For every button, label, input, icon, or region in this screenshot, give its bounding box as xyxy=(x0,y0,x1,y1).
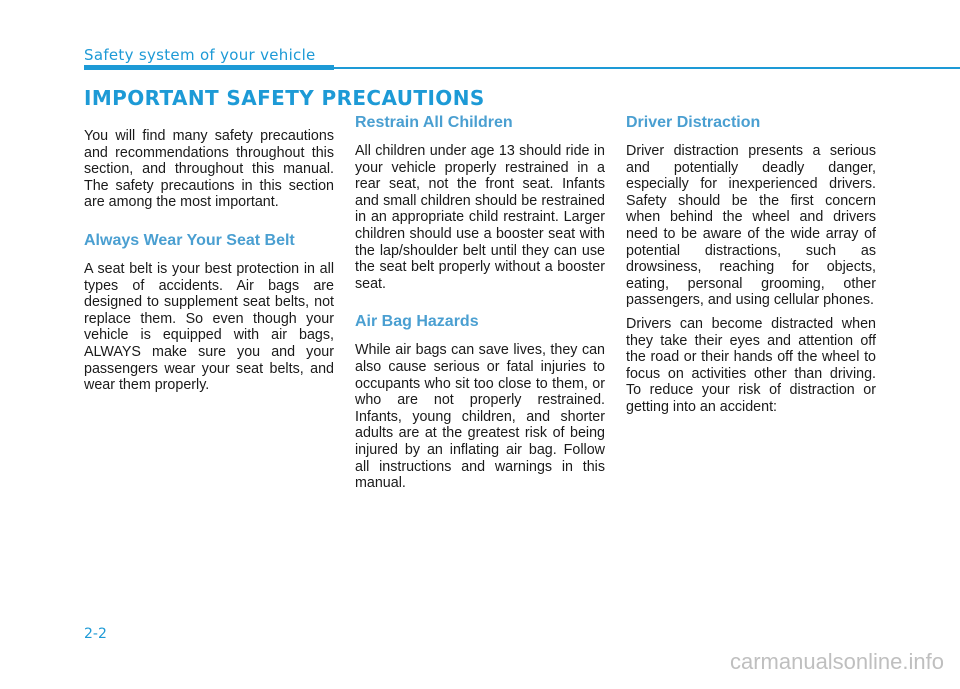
header-rule xyxy=(334,67,960,69)
air-bag-hazards-heading: Air Bag Hazards xyxy=(355,313,479,331)
header-accent-bar xyxy=(84,65,334,70)
air-bag-hazards-paragraph: While air bags can save lives, they can also cause serious or fatal injuries to occupants who sit too close to them, or who are not properly restrained. Infants, young children, and shorter adults are at the greatest risk of being injured by an inflating air bag. Follow all instructions and warnings in this manual. xyxy=(355,342,605,492)
intro-paragraph: You will find many safety precautions and recommendations throughout this section, and throughout this manual. The safety precautions in this section are among the most important. xyxy=(84,128,334,211)
page-number: 2-2 xyxy=(84,626,107,642)
column-right xyxy=(626,112,876,423)
restrain-children-heading: Restrain All Children xyxy=(355,114,513,131)
driver-distraction-paragraph-1: Driver distraction presents a serious and potentially deadly danger, especially for inexperienced drivers. Safety should be the first concern when behind the wheel and drivers need to be aware of the wide array of potential distractions, such as drowsiness, reaching for objects, eating, personal grooming, other passengers, and using cellular phones. xyxy=(626,143,876,309)
page-title: IMPORTANT SAFETY PRECAUTIONS xyxy=(84,86,485,110)
watermark: carmanualsonline.info xyxy=(729,649,944,674)
restrain-children-paragraph: All children under age 13 should ride in your vehicle properly restrained in a rear seat, not the front seat. Infants and small children should be restrained in an appropriate child restraint. Larger children should use a booster seat with the lap/shoulder belt until they can use the seat belt properly without a booster seat. xyxy=(355,143,605,292)
column-middle xyxy=(355,112,605,499)
seat-belt-paragraph: A seat belt is your best protection in all types of accidents. Air bags are designed to supplement seat belts, not replace them. So even though your vehicle is equipped with air bags, ALWAYS make sure you and your passengers wear your seat belts, and wear them properly. xyxy=(84,260,334,394)
driver-distraction-heading: Driver Distraction xyxy=(626,114,761,131)
seat-belt-heading: Always Wear Your Seat Belt xyxy=(84,231,295,249)
driver-distraction-paragraph-2: Drivers can become distracted when they take their eyes and attention off the road or their hands off the wheel to focus on activities other than driving. To reduce your risk of distraction or getting into an accident: xyxy=(626,315,876,415)
column-left xyxy=(84,128,334,401)
section-header: Safety system of your vehicle xyxy=(84,46,316,64)
